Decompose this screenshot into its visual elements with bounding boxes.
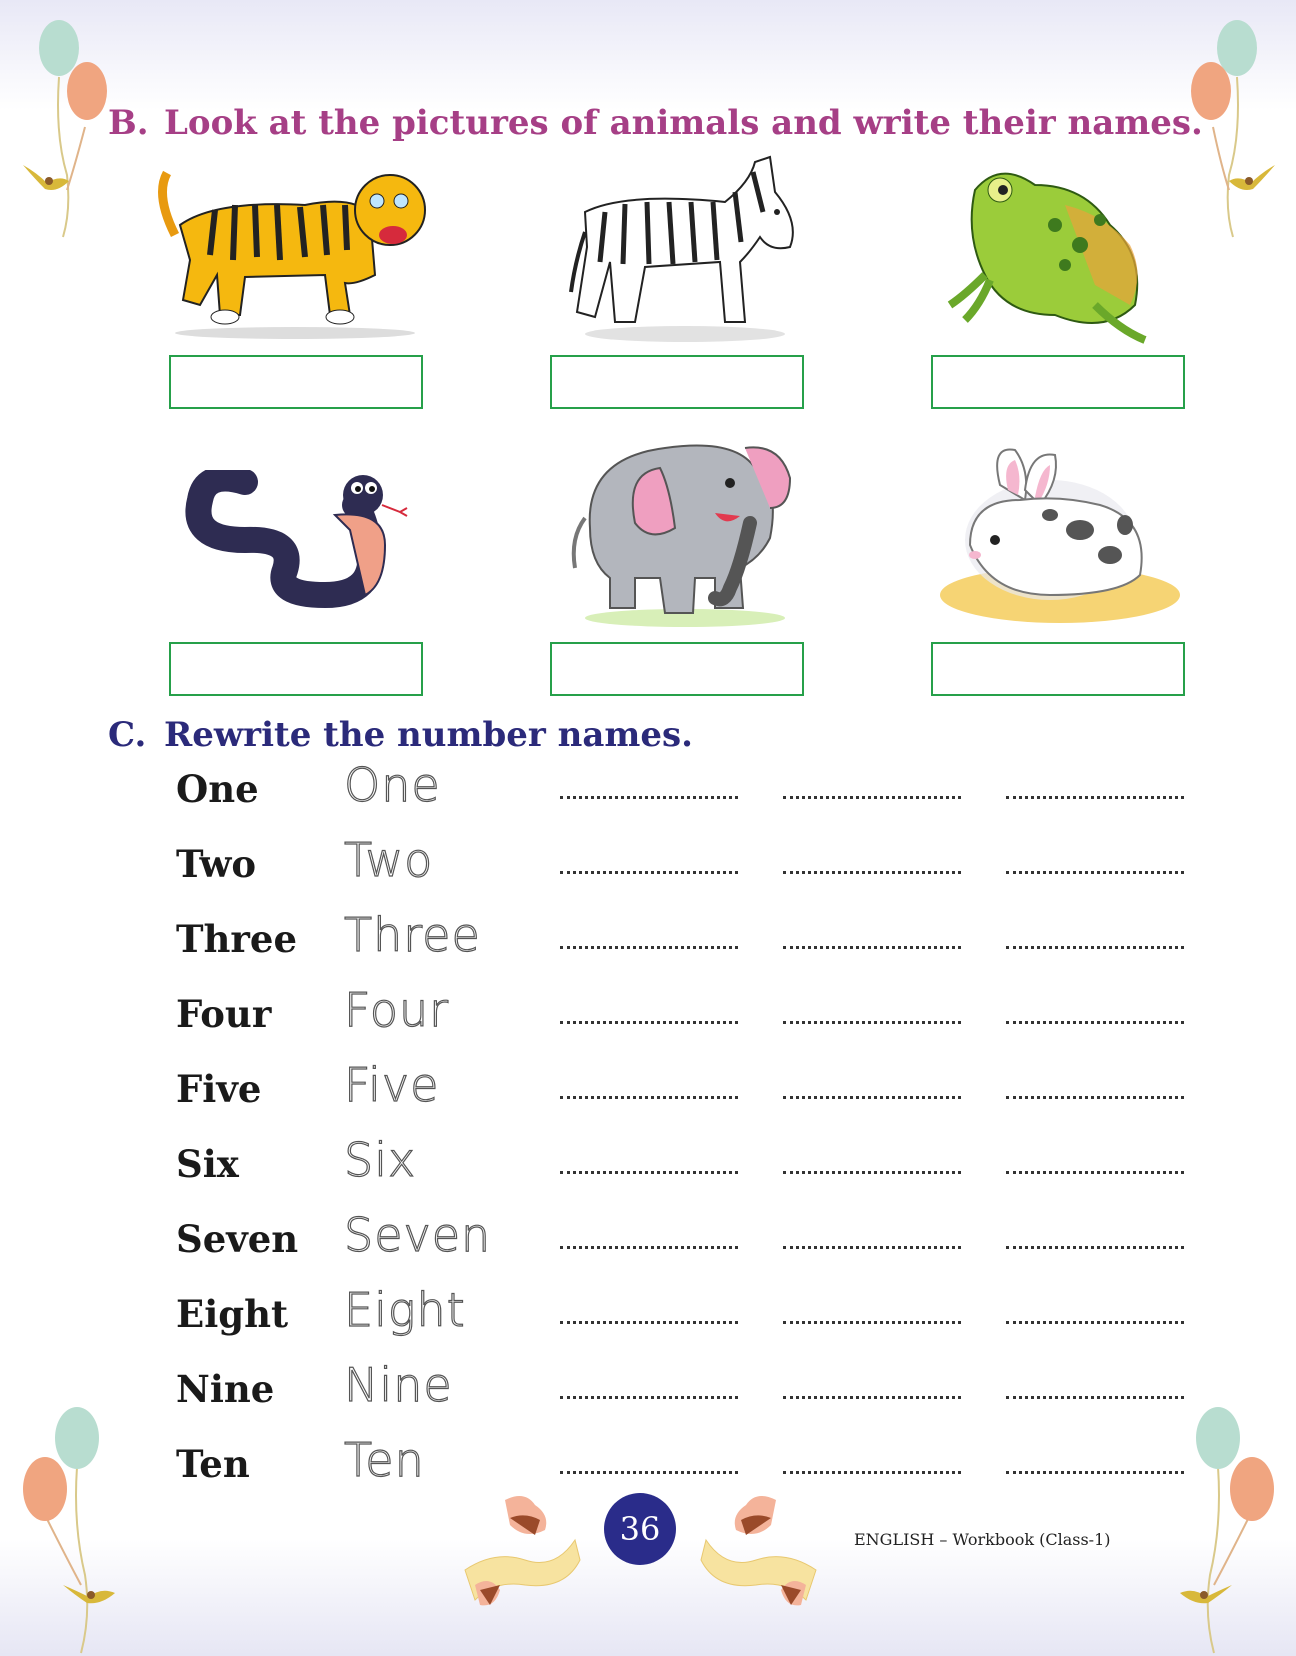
frog-icon	[945, 165, 1170, 345]
elephant-icon	[565, 428, 805, 628]
answer-box-frog[interactable]	[931, 355, 1185, 409]
section-c-heading	[108, 715, 693, 755]
writing-line[interactable]	[783, 871, 961, 874]
writing-line[interactable]	[1006, 871, 1184, 874]
writing-line[interactable]	[1006, 1021, 1184, 1024]
answer-box-tiger[interactable]	[169, 355, 423, 409]
trace-word: Eight	[344, 1283, 466, 1337]
answer-box-rabbit[interactable]	[931, 642, 1185, 696]
section-b-letter: B.	[108, 103, 149, 143]
writing-line[interactable]	[560, 1021, 738, 1024]
number-word: Six	[176, 1142, 239, 1186]
writing-line[interactable]	[1006, 796, 1184, 799]
writing-line[interactable]	[560, 871, 738, 874]
writing-line[interactable]	[783, 1396, 961, 1399]
trace-word: One	[344, 758, 441, 812]
writing-line[interactable]	[1006, 1246, 1184, 1249]
writing-line[interactable]	[783, 796, 961, 799]
footer-book-title: ENGLISH – Workbook (Class-1)	[854, 1530, 1111, 1549]
number-word: Five	[176, 1067, 262, 1111]
writing-line[interactable]	[783, 1246, 961, 1249]
trace-word: Five	[344, 1058, 440, 1112]
trace-word: Four	[344, 983, 450, 1037]
bird-ribbon-left-icon	[455, 1490, 585, 1615]
writing-line[interactable]	[1006, 1471, 1184, 1474]
writing-line[interactable]	[560, 946, 738, 949]
writing-line[interactable]	[783, 1021, 961, 1024]
writing-line[interactable]	[1006, 946, 1184, 949]
number-word: Seven	[176, 1217, 299, 1261]
writing-line[interactable]	[560, 1246, 738, 1249]
number-word: Eight	[176, 1292, 289, 1336]
tiger-icon	[155, 165, 435, 340]
answer-box-elephant[interactable]	[550, 642, 804, 696]
number-word: Three	[176, 917, 298, 961]
bird-ribbon-right-icon	[696, 1490, 826, 1615]
number-word: One	[176, 767, 259, 811]
snake-icon	[185, 470, 415, 610]
trace-word: Nine	[344, 1358, 453, 1412]
number-word: Two	[176, 842, 256, 886]
trace-word: Six	[344, 1133, 417, 1187]
writing-line[interactable]	[560, 1396, 738, 1399]
section-c-letter: C.	[108, 715, 147, 755]
writing-line[interactable]	[783, 1171, 961, 1174]
writing-line[interactable]	[560, 1096, 738, 1099]
answer-box-snake[interactable]	[169, 642, 423, 696]
answer-box-zebra[interactable]	[550, 355, 804, 409]
writing-line[interactable]	[783, 1096, 961, 1099]
trace-word: Three	[344, 908, 481, 962]
writing-line[interactable]	[560, 1471, 738, 1474]
writing-line[interactable]	[560, 1171, 738, 1174]
balloons-bottom-left-icon	[15, 1405, 125, 1655]
trace-word: Seven	[344, 1208, 492, 1262]
writing-line[interactable]	[1006, 1396, 1184, 1399]
section-b-heading	[108, 103, 1203, 143]
number-word: Nine	[176, 1367, 275, 1411]
trace-word: Two	[344, 833, 434, 887]
number-word: Four	[176, 992, 272, 1036]
writing-line[interactable]	[783, 1471, 961, 1474]
writing-line[interactable]	[783, 1321, 961, 1324]
writing-line[interactable]	[560, 1321, 738, 1324]
rabbit-icon	[930, 445, 1185, 625]
trace-word: Ten	[344, 1433, 425, 1487]
section-b-instruction: Look at the pictures of animals and write their names.	[164, 103, 1203, 143]
number-word: Ten	[176, 1442, 250, 1486]
writing-line[interactable]	[1006, 1171, 1184, 1174]
balloons-bottom-right-icon	[1170, 1405, 1280, 1655]
writing-line[interactable]	[783, 946, 961, 949]
writing-line[interactable]	[1006, 1096, 1184, 1099]
writing-line[interactable]	[560, 796, 738, 799]
section-c-instruction: Rewrite the number names.	[164, 715, 693, 755]
page-number: 36	[604, 1493, 676, 1565]
writing-line[interactable]	[1006, 1321, 1184, 1324]
zebra-icon	[565, 152, 810, 347]
